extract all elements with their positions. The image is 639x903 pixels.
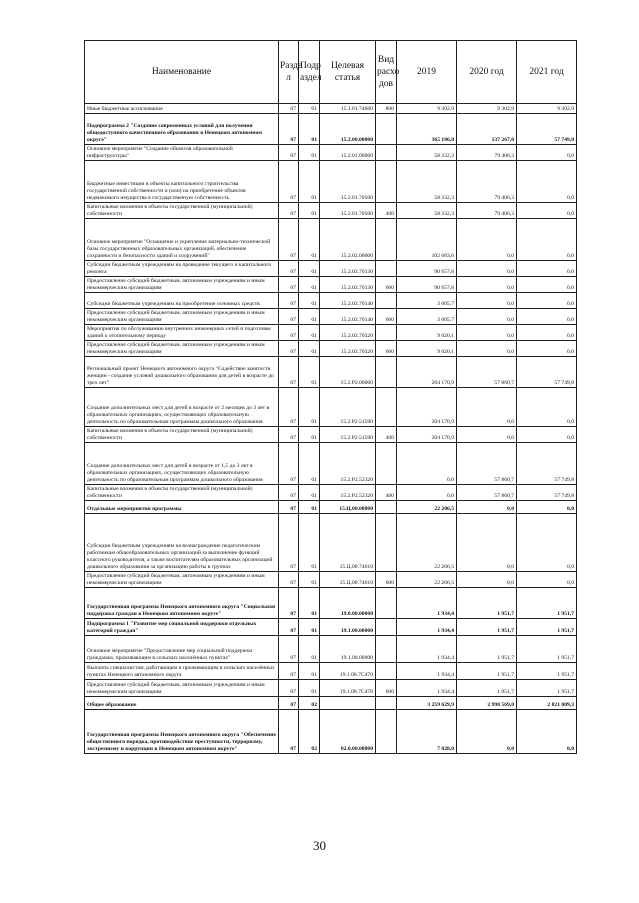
cell-value-2019: 1 934,4 [397, 663, 457, 680]
cell-value-2020: 1 951,7 [457, 619, 517, 636]
cell-razdel: 07 [279, 309, 299, 325]
header-vid-raskhodov: Вид расхо дов [376, 41, 397, 104]
table-row [85, 443, 577, 485]
cell-razdel: 07 [279, 357, 299, 388]
cell-value-2021: 0,0 [517, 388, 577, 427]
cell-tselevaya-statya: 15.2.02.00000 [320, 219, 376, 261]
cell-value-2019: 204 170,9 [397, 357, 457, 388]
table-row [85, 114, 577, 145]
cell-podrazdel: 01 [299, 443, 320, 485]
cell-value-2019: 58 332,3 [397, 203, 457, 219]
cell-podrazdel: 01 [299, 514, 320, 572]
cell-name: Подпрограмма 2 "Создание современных условий для получения общедоступного качественного образования в Ненецком автономном округе" [85, 114, 279, 145]
cell-value-2021: 9 302,9 [517, 104, 577, 114]
cell-value-2020: 137 267,0 [457, 114, 517, 145]
cell-value-2019: 0,0 [397, 485, 457, 501]
table-row [85, 325, 577, 341]
cell-podrazdel: 01 [299, 680, 320, 697]
cell-value-2021: 0,0 [517, 572, 577, 588]
cell-value-2021: 57 749,8 [517, 114, 577, 145]
cell-razdel: 07 [279, 710, 299, 754]
cell-tselevaya-statya: 15.2.P2.51590 [320, 427, 376, 443]
cell-razdel: 07 [279, 697, 299, 710]
cell-value-2019: 204 170,9 [397, 427, 457, 443]
cell-name: Создание дополнительных мест для детей в возрасте от 1,5 до 3 лет в образовательных организациях, осуществляющих образовательную деятельность по образовательным программам дошкольного образования [85, 443, 279, 485]
cell-razdel: 07 [279, 114, 299, 145]
cell-value-2019: 7 028,0 [397, 710, 457, 754]
cell-value-2021: 0,0 [517, 341, 577, 357]
table-row [85, 514, 577, 572]
cell-vid-raskhodov: 600 [376, 309, 397, 325]
cell-name: Бюджетные инвестиции в объекты капитального строительства государственной собственности и (или) на приобретение объектов недвижимого имущества в государственную собственность [85, 161, 279, 203]
cell-vid-raskhodov [376, 261, 397, 277]
cell-name: Государственная программа Ненецкого автономного округа "Социальная поддержка граждан в Ненецком автономном округе" [85, 588, 279, 619]
cell-razdel: 07 [279, 619, 299, 636]
cell-name: Капитальные вложения в объекты государственной (муниципальной) собственности [85, 485, 279, 501]
cell-razdel: 07 [279, 588, 299, 619]
cell-value-2021: 1 951,7 [517, 619, 577, 636]
cell-value-2021: 0,0 [517, 161, 577, 203]
cell-razdel: 07 [279, 572, 299, 588]
cell-vid-raskhodov: 600 [376, 277, 397, 293]
cell-value-2019: 3 259 629,9 [397, 697, 457, 710]
cell-name: Основное мероприятие "Оснащение и укрепление материально-технической базы государственных образовательных организаций, обеспечение сохранности и безопасности зданий и сооружений" [85, 219, 279, 261]
cell-value-2020: 0,0 [457, 710, 517, 754]
cell-name: Основное мероприятие "Создание объектов образовательной инфраструктуры" [85, 145, 279, 161]
cell-value-2021: 57 749,8 [517, 485, 577, 501]
cell-razdel: 07 [279, 427, 299, 443]
cell-value-2019: 58 332,3 [397, 145, 457, 161]
cell-vid-raskhodov [376, 710, 397, 754]
header-name: Наименование [85, 41, 279, 104]
cell-value-2020: 0,0 [457, 277, 517, 293]
cell-value-2019: 9 020,1 [397, 341, 457, 357]
cell-tselevaya-statya: 15.Ц.00.00000 [320, 501, 376, 514]
cell-value-2019: 3 005,7 [397, 309, 457, 325]
cell-value-2020: 2 998 569,0 [457, 697, 517, 710]
cell-value-2020: 0,0 [457, 501, 517, 514]
cell-tselevaya-statya: 15.2.P2.52320 [320, 485, 376, 501]
cell-podrazdel: 01 [299, 203, 320, 219]
cell-tselevaya-statya [320, 697, 376, 710]
cell-value-2021: 1 951,7 [517, 663, 577, 680]
cell-vid-raskhodov [376, 357, 397, 388]
cell-vid-raskhodov [376, 325, 397, 341]
header-year-2020: 2020 год [457, 41, 517, 104]
cell-tselevaya-statya: 02.0.00.00000 [320, 710, 376, 754]
cell-vid-raskhodov: 600 [376, 572, 397, 588]
cell-vid-raskhodov [376, 219, 397, 261]
cell-razdel: 07 [279, 680, 299, 697]
cell-name: Мероприятия по обслуживанию внутренних инженерных сетей и подготовке зданий к отопительному периоду [85, 325, 279, 341]
cell-value-2019: 9 302,9 [397, 104, 457, 114]
cell-vid-raskhodov: 600 [376, 341, 397, 357]
cell-podrazdel: 01 [299, 293, 320, 309]
cell-razdel: 07 [279, 219, 299, 261]
cell-tselevaya-statya: 15.2.02.70130 [320, 277, 376, 293]
cell-name: Основное мероприятие "Предоставление мер социальной поддержки гражданам, проживающим в сельских населённых пунктах" [85, 636, 279, 663]
cell-vid-raskhodov [376, 697, 397, 710]
table-row [85, 161, 577, 203]
cell-value-2020: 79 406,3 [457, 145, 517, 161]
cell-podrazdel: 02 [299, 710, 320, 754]
cell-tselevaya-statya: 15.2.P2.00000 [320, 357, 376, 388]
cell-value-2019: 1 934,4 [397, 636, 457, 663]
cell-vid-raskhodov [376, 443, 397, 485]
cell-value-2021: 0,0 [517, 309, 577, 325]
cell-podrazdel: 01 [299, 145, 320, 161]
header-year-2021: 2021 год [517, 41, 577, 104]
cell-razdel: 07 [279, 261, 299, 277]
table-row [85, 104, 577, 114]
cell-value-2019: 204 170,9 [397, 388, 457, 427]
cell-value-2020: 0,0 [457, 341, 517, 357]
table-row [85, 341, 577, 357]
cell-vid-raskhodov [376, 293, 397, 309]
table-row [85, 357, 577, 388]
cell-value-2021: 0,0 [517, 277, 577, 293]
cell-name: Создание дополнительных мест для детей в возрасте от 2 месяцев до 3 лет в образовательных организациях, осуществляющих образовательную деятельность по образовательным программам дошкольного образования [85, 388, 279, 427]
cell-vid-raskhodov [376, 514, 397, 572]
cell-vid-raskhodov [376, 388, 397, 427]
cell-tselevaya-statya: 15.2.02.70140 [320, 293, 376, 309]
cell-vid-raskhodov: 600 [376, 680, 397, 697]
cell-tselevaya-statya: 15.2.P2.52320 [320, 443, 376, 485]
cell-value-2020: 0,0 [457, 219, 517, 261]
cell-podrazdel: 01 [299, 357, 320, 388]
cell-value-2021: 1 951,7 [517, 680, 577, 697]
cell-tselevaya-statya: 19.1.08.00000 [320, 636, 376, 663]
cell-value-2020: 79 406,3 [457, 161, 517, 203]
table-row [85, 145, 577, 161]
cell-name: Выплаты специалистам, работающим и проживающим в сельских населённых пунктах Ненецкого автономного округа [85, 663, 279, 680]
cell-name: Отдельные мероприятия программы [85, 501, 279, 514]
cell-name: Подпрограмма 1 "Развитие мер социальной поддержки отдельных категорий граждан" [85, 619, 279, 636]
cell-value-2019: 58 332,3 [397, 161, 457, 203]
cell-razdel: 07 [279, 514, 299, 572]
table-row [85, 293, 577, 309]
cell-tselevaya-statya: 15.Ц.00.74610 [320, 572, 376, 588]
cell-vid-raskhodov [376, 619, 397, 636]
cell-vid-raskhodov [376, 114, 397, 145]
cell-podrazdel: 01 [299, 104, 320, 114]
table-row [85, 636, 577, 663]
cell-podrazdel: 01 [299, 663, 320, 680]
cell-tselevaya-statya: 19.1.08.7С470 [320, 680, 376, 697]
cell-tselevaya-statya: 15.2.01.00000 [320, 145, 376, 161]
header-year-2019: 2019 [397, 41, 457, 104]
cell-vid-raskhodov [376, 636, 397, 663]
cell-value-2020: 1 951,7 [457, 680, 517, 697]
page-number: 30 [313, 838, 326, 853]
table-row [85, 309, 577, 325]
cell-value-2020: 0,0 [457, 388, 517, 427]
table-row [85, 203, 577, 219]
cell-tselevaya-statya: 19.1.08.7С470 [320, 663, 376, 680]
cell-razdel: 07 [279, 636, 299, 663]
cell-value-2021: 0,0 [517, 514, 577, 572]
cell-name: Субсидии бюджетным учреждениям на вознаграждение педагогическим работникам общеобразовательных организаций за выполнение функций классного руководителя, а также воспитателям образовательных организаций дошкольного образования за организацию работы в группах [85, 514, 279, 572]
cell-podrazdel: 01 [299, 161, 320, 203]
cell-value-2019: 22 206,5 [397, 514, 457, 572]
cell-name: Субсидии бюджетным учреждениям на приобретение основных средств [85, 293, 279, 309]
cell-value-2021: 0,0 [517, 710, 577, 754]
cell-podrazdel: 01 [299, 619, 320, 636]
table-body [85, 104, 577, 754]
cell-tselevaya-statya: 15.2.00.00000 [320, 114, 376, 145]
cell-podrazdel: 01 [299, 325, 320, 341]
cell-vid-raskhodov [376, 501, 397, 514]
cell-value-2020: 57 860,7 [457, 443, 517, 485]
budget-table [84, 40, 577, 754]
cell-name: Государственная программа Ненецкого автономного округа "Обеспечение общественного порядка, противодействие преступности, терроризму, экстремизму и коррупции в Ненецком автономном округе" [85, 710, 279, 754]
cell-podrazdel: 01 [299, 572, 320, 588]
cell-podrazdel: 01 [299, 341, 320, 357]
cell-tselevaya-statya: 19.1.00.00000 [320, 619, 376, 636]
cell-vid-raskhodov [376, 145, 397, 161]
cell-name: Предоставление субсидий бюджетным, автономным учреждениям и иным некоммерческим организациям [85, 277, 279, 293]
cell-tselevaya-statya: 15.2.01.70500 [320, 161, 376, 203]
cell-razdel: 07 [279, 341, 299, 357]
cell-value-2021: 2 821 009,3 [517, 697, 577, 710]
cell-value-2020: 1 951,7 [457, 636, 517, 663]
cell-value-2021: 0,0 [517, 261, 577, 277]
cell-value-2020: 0,0 [457, 514, 517, 572]
cell-value-2020: 0,0 [457, 261, 517, 277]
cell-tselevaya-statya: 15.1.01.74660 [320, 104, 376, 114]
cell-podrazdel: 01 [299, 261, 320, 277]
cell-value-2021: 57 749,8 [517, 443, 577, 485]
cell-podrazdel: 01 [299, 309, 320, 325]
cell-podrazdel: 01 [299, 636, 320, 663]
cell-value-2021: 0,0 [517, 501, 577, 514]
header-razdel: Разде л [279, 41, 299, 104]
table-row [85, 710, 577, 754]
cell-razdel: 07 [279, 293, 299, 309]
cell-podrazdel: 01 [299, 427, 320, 443]
cell-tselevaya-statya: 15.2.01.70500 [320, 203, 376, 219]
cell-razdel: 07 [279, 663, 299, 680]
cell-value-2019: 1 934,4 [397, 619, 457, 636]
table-row [85, 261, 577, 277]
table-row [85, 588, 577, 619]
cell-value-2020: 0,0 [457, 325, 517, 341]
table-row [85, 680, 577, 697]
cell-podrazdel: 01 [299, 388, 320, 427]
cell-podrazdel: 01 [299, 277, 320, 293]
cell-value-2021: 0,0 [517, 325, 577, 341]
cell-value-2021: 0,0 [517, 293, 577, 309]
cell-value-2020: 57 860,7 [457, 357, 517, 388]
cell-value-2019: 1 934,4 [397, 588, 457, 619]
cell-value-2020: 57 860,7 [457, 485, 517, 501]
cell-name: Иные бюджетные ассигнования [85, 104, 279, 114]
cell-podrazdel: 01 [299, 501, 320, 514]
cell-value-2019: 22 206,5 [397, 572, 457, 588]
cell-name: Предоставление субсидий бюджетным, автономным учреждениям и иным некоммерческим организациям [85, 680, 279, 697]
header-podrazdel: Подр аздел [299, 41, 320, 104]
cell-value-2019: 1 934,4 [397, 680, 457, 697]
cell-razdel: 07 [279, 203, 299, 219]
cell-razdel: 07 [279, 145, 299, 161]
table-row [85, 485, 577, 501]
cell-name: Предоставление субсидий бюджетным, автономным учреждениям и иным некоммерческим организациям [85, 572, 279, 588]
cell-value-2020: 1 951,7 [457, 663, 517, 680]
cell-tselevaya-statya: 15.2.02.70140 [320, 309, 376, 325]
cell-value-2020: 0,0 [457, 427, 517, 443]
cell-podrazdel: 01 [299, 588, 320, 619]
table-header-row [85, 41, 577, 104]
cell-tselevaya-statya: 15.2.P2.51590 [320, 388, 376, 427]
cell-razdel: 07 [279, 501, 299, 514]
cell-value-2019: 365 186,8 [397, 114, 457, 145]
cell-value-2019: 22 206,5 [397, 501, 457, 514]
cell-value-2019: 102 683,6 [397, 219, 457, 261]
cell-razdel: 07 [279, 443, 299, 485]
cell-razdel: 07 [279, 325, 299, 341]
table-row [85, 427, 577, 443]
cell-tselevaya-statya: 19.0.00.00000 [320, 588, 376, 619]
cell-value-2021: 1 951,7 [517, 636, 577, 663]
cell-name: Региональный проект Ненецкого автономного округа "Содействие занятости женщин - создание условий дошкольного образования для детей в возрасте до трех лет" [85, 357, 279, 388]
table-row [85, 697, 577, 710]
table-row [85, 663, 577, 680]
table-row [85, 501, 577, 514]
cell-value-2021: 0,0 [517, 145, 577, 161]
cell-vid-raskhodov [376, 161, 397, 203]
cell-value-2021: 0,0 [517, 203, 577, 219]
cell-value-2021: 0,0 [517, 219, 577, 261]
table-row [85, 619, 577, 636]
cell-value-2019: 3 005,7 [397, 293, 457, 309]
cell-value-2019: 90 657,8 [397, 261, 457, 277]
cell-value-2021: 57 749,8 [517, 357, 577, 388]
cell-name: Предоставление субсидий бюджетным, автономным учреждениям и иным некоммерческим организациям [85, 309, 279, 325]
cell-tselevaya-statya: 15.2.02.70320 [320, 325, 376, 341]
cell-value-2021: 1 951,7 [517, 588, 577, 619]
cell-tselevaya-statya: 15.Ц.00.74610 [320, 514, 376, 572]
cell-podrazdel: 01 [299, 114, 320, 145]
cell-razdel: 07 [279, 104, 299, 114]
cell-razdel: 07 [279, 277, 299, 293]
cell-razdel: 07 [279, 485, 299, 501]
cell-name: Субсидии бюджетным учреждениям на проведение текущего и капитального ремонта [85, 261, 279, 277]
cell-vid-raskhodov: 400 [376, 485, 397, 501]
cell-vid-raskhodov: 400 [376, 203, 397, 219]
cell-podrazdel: 01 [299, 485, 320, 501]
cell-name: Общее образование [85, 697, 279, 710]
cell-value-2020: 9 302,9 [457, 104, 517, 114]
cell-vid-raskhodov [376, 588, 397, 619]
cell-value-2019: 90 657,8 [397, 277, 457, 293]
cell-value-2020: 0,0 [457, 309, 517, 325]
cell-name: Капитальные вложения в объекты государственной (муниципальной) собственности [85, 427, 279, 443]
table-row [85, 219, 577, 261]
cell-tselevaya-statya: 15.2.02.70320 [320, 341, 376, 357]
cell-vid-raskhodov: 400 [376, 427, 397, 443]
header-tselevaya-statya: Целевая статья [320, 41, 376, 104]
table-row [85, 572, 577, 588]
cell-value-2020: 1 951,7 [457, 588, 517, 619]
cell-name: Предоставление субсидий бюджетным, автономным учреждениям и иным некоммерческим организациям [85, 341, 279, 357]
table-row [85, 388, 577, 427]
cell-value-2021: 0,0 [517, 427, 577, 443]
cell-podrazdel: 01 [299, 219, 320, 261]
cell-value-2019: 9 020,1 [397, 325, 457, 341]
cell-vid-raskhodov: 800 [376, 104, 397, 114]
cell-tselevaya-statya: 15.2.02.70130 [320, 261, 376, 277]
cell-razdel: 07 [279, 388, 299, 427]
cell-podrazdel: 02 [299, 697, 320, 710]
cell-value-2020: 0,0 [457, 572, 517, 588]
cell-value-2019: 0,0 [397, 443, 457, 485]
cell-value-2020: 0,0 [457, 293, 517, 309]
cell-value-2020: 79 406,3 [457, 203, 517, 219]
table-row [85, 277, 577, 293]
cell-razdel: 07 [279, 161, 299, 203]
cell-vid-raskhodov [376, 663, 397, 680]
budget-table-sheet [84, 40, 576, 754]
cell-name: Капитальные вложения в объекты государственной (муниципальной) собственности [85, 203, 279, 219]
